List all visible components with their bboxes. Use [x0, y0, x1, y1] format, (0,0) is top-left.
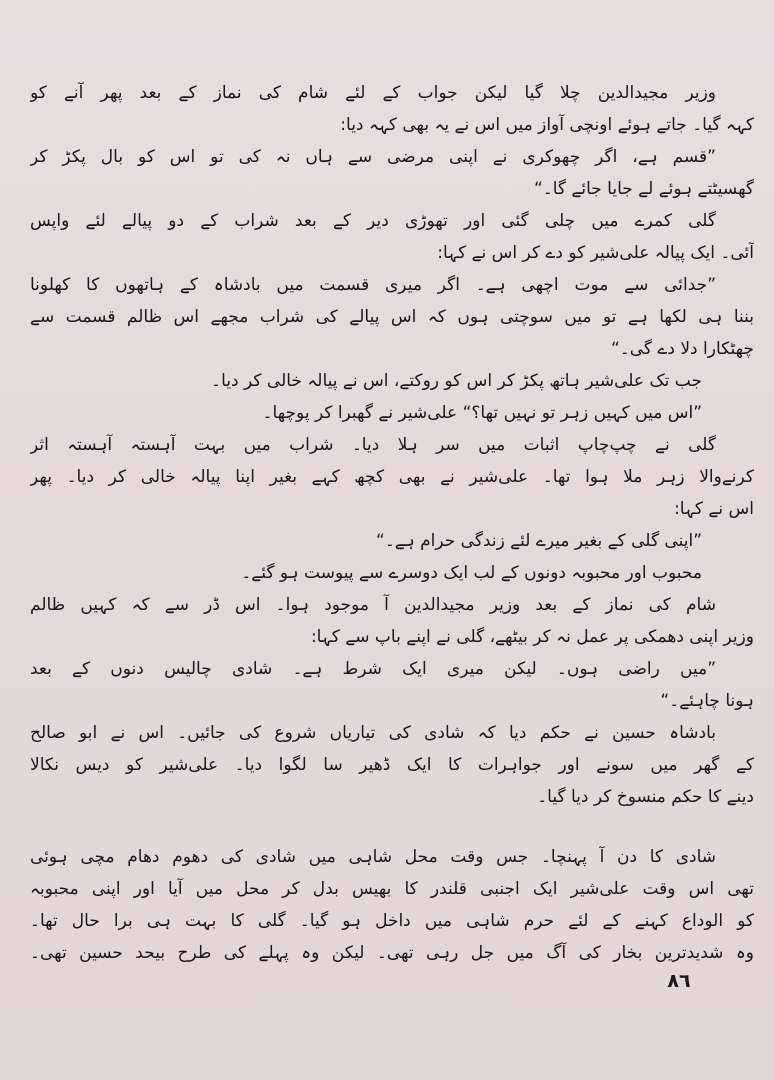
text-line: بادشاہ حسین نے حکم دیا کہ شادی کی تیاریاں شروع کی جائیں۔ اس نے ابو صالح [30, 723, 716, 743]
text-line: چھٹکارا دلا دے گی۔“ [610, 339, 754, 359]
text-line: وہ شدیدترین بخار کی آگ میں جل رہی تھی۔ لیکن وہ پہلے کی طرح بیحد حسین تھی۔ [30, 943, 754, 963]
text-line: اس نے کہا: [674, 499, 754, 519]
text-line: وزیر اپنی دھمکی پر عمل نہ کر بیٹھے، گلی نے اپنے باپ سے کہا: [310, 627, 754, 647]
text-line: شام کی نماز کے بعد وزیر مجیدالدین آ موجود ہوا۔ اس ڈر سے کہ کہیں ظالم [30, 595, 716, 615]
text-line: کہہ گیا۔ جاتے ہوئے اونچی آواز میں اس نے یہ بھی کہہ دیا: [340, 115, 754, 135]
text-line: ہونا چاہئے۔“ [660, 691, 754, 711]
text-line: ”اپنی گلی کے بغیر میرے لئے زندگی حرام ہے۔“ [376, 531, 702, 551]
text-line: دینے کا حکم منسوخ کر دیا گیا۔ [537, 787, 754, 807]
text-line: شادی کا دن آ پہنچا۔ جس وقت محل شاہی میں شادی کی دھوم دھام مچی ہوئی [30, 847, 716, 867]
text-line: گلی کمرے میں چلی گئی اور تھوڑی دیر کے بعد شراب کے دو پیالے لئے واپس [30, 211, 716, 231]
text-line: کے گھر میں سونے اور جواہرات کا ایک ڈھیر سا لگوا دیا۔ علی‌شیر کو دیس نکالا [30, 755, 754, 775]
text-line: کرنے‌والا زہر ملا ہوا تھا۔ علی‌شیر نے بھی کچھ کہے بغیر اپنا پیالہ خالی کر دیا۔ پھر [30, 467, 754, 487]
text-line: تھی اس وقت علی‌شیر ایک اجنبی قلندر کا بھیس بدل کر محل میں آیا اور اپنی محبوبہ [30, 879, 754, 899]
text-line: وزیر مجیدالدین چلا گیا لیکن جواب کے لئے شام کی نماز کے بعد پھر آنے کو [30, 83, 716, 103]
text-line: ”اس میں کہیں زہر تو نہیں تھا؟“ علی‌شیر نے گھبرا کر پوچھا۔ [262, 403, 702, 423]
text-line: ”قسم ہے، اگر چھوکری نے اپنی مرضی سے ہاں نہ کی تو اس کو بال پکڑ کر [30, 147, 716, 167]
text-line: محبوب اور محبوبہ دونوں کے لب ایک دوسرے سے پیوست ہو گئے۔ [241, 563, 702, 583]
text-line: ”میں راضی ہوں۔ لیکن میری ایک شرط ہے۔ شادی چالیس دنوں کے بعد [30, 659, 716, 679]
text-line: کو الوداع کہنے کے لئے حرم شاہی میں داخل ہو گیا۔ گلی کا بہت ہی برا حال تھا۔ [30, 911, 754, 931]
text-line: جب تک علی‌شیر ہاتھ پکڑ کر اس کو روکتے، اس نے پیالہ خالی کر دیا۔ [211, 371, 702, 391]
text-line: گھسیٹتے ہوئے لے جایا جائے گا۔“ [533, 179, 754, 199]
page-number: ٨٦ [667, 970, 691, 992]
text-line: گلی نے چپ‌چاپ اثبات میں سر ہلا دیا۔ شراب میں بہت آہستہ آہستہ اثر [30, 435, 716, 455]
text-line: ”جدائی سے موت اچھی ہے۔ اگر میری قسمت میں بادشاہ کے ہاتھوں کا کھلونا [30, 275, 716, 295]
text-line: بننا ہی لکھا ہے تو میں سوچتی ہوں کہ اس پیالے کی شراب مجھے اس ظالم قسمت سے [30, 307, 754, 327]
text-line: آئی۔ ایک پیالہ علی‌شیر کو دے کر اس نے کہا: [437, 243, 754, 263]
